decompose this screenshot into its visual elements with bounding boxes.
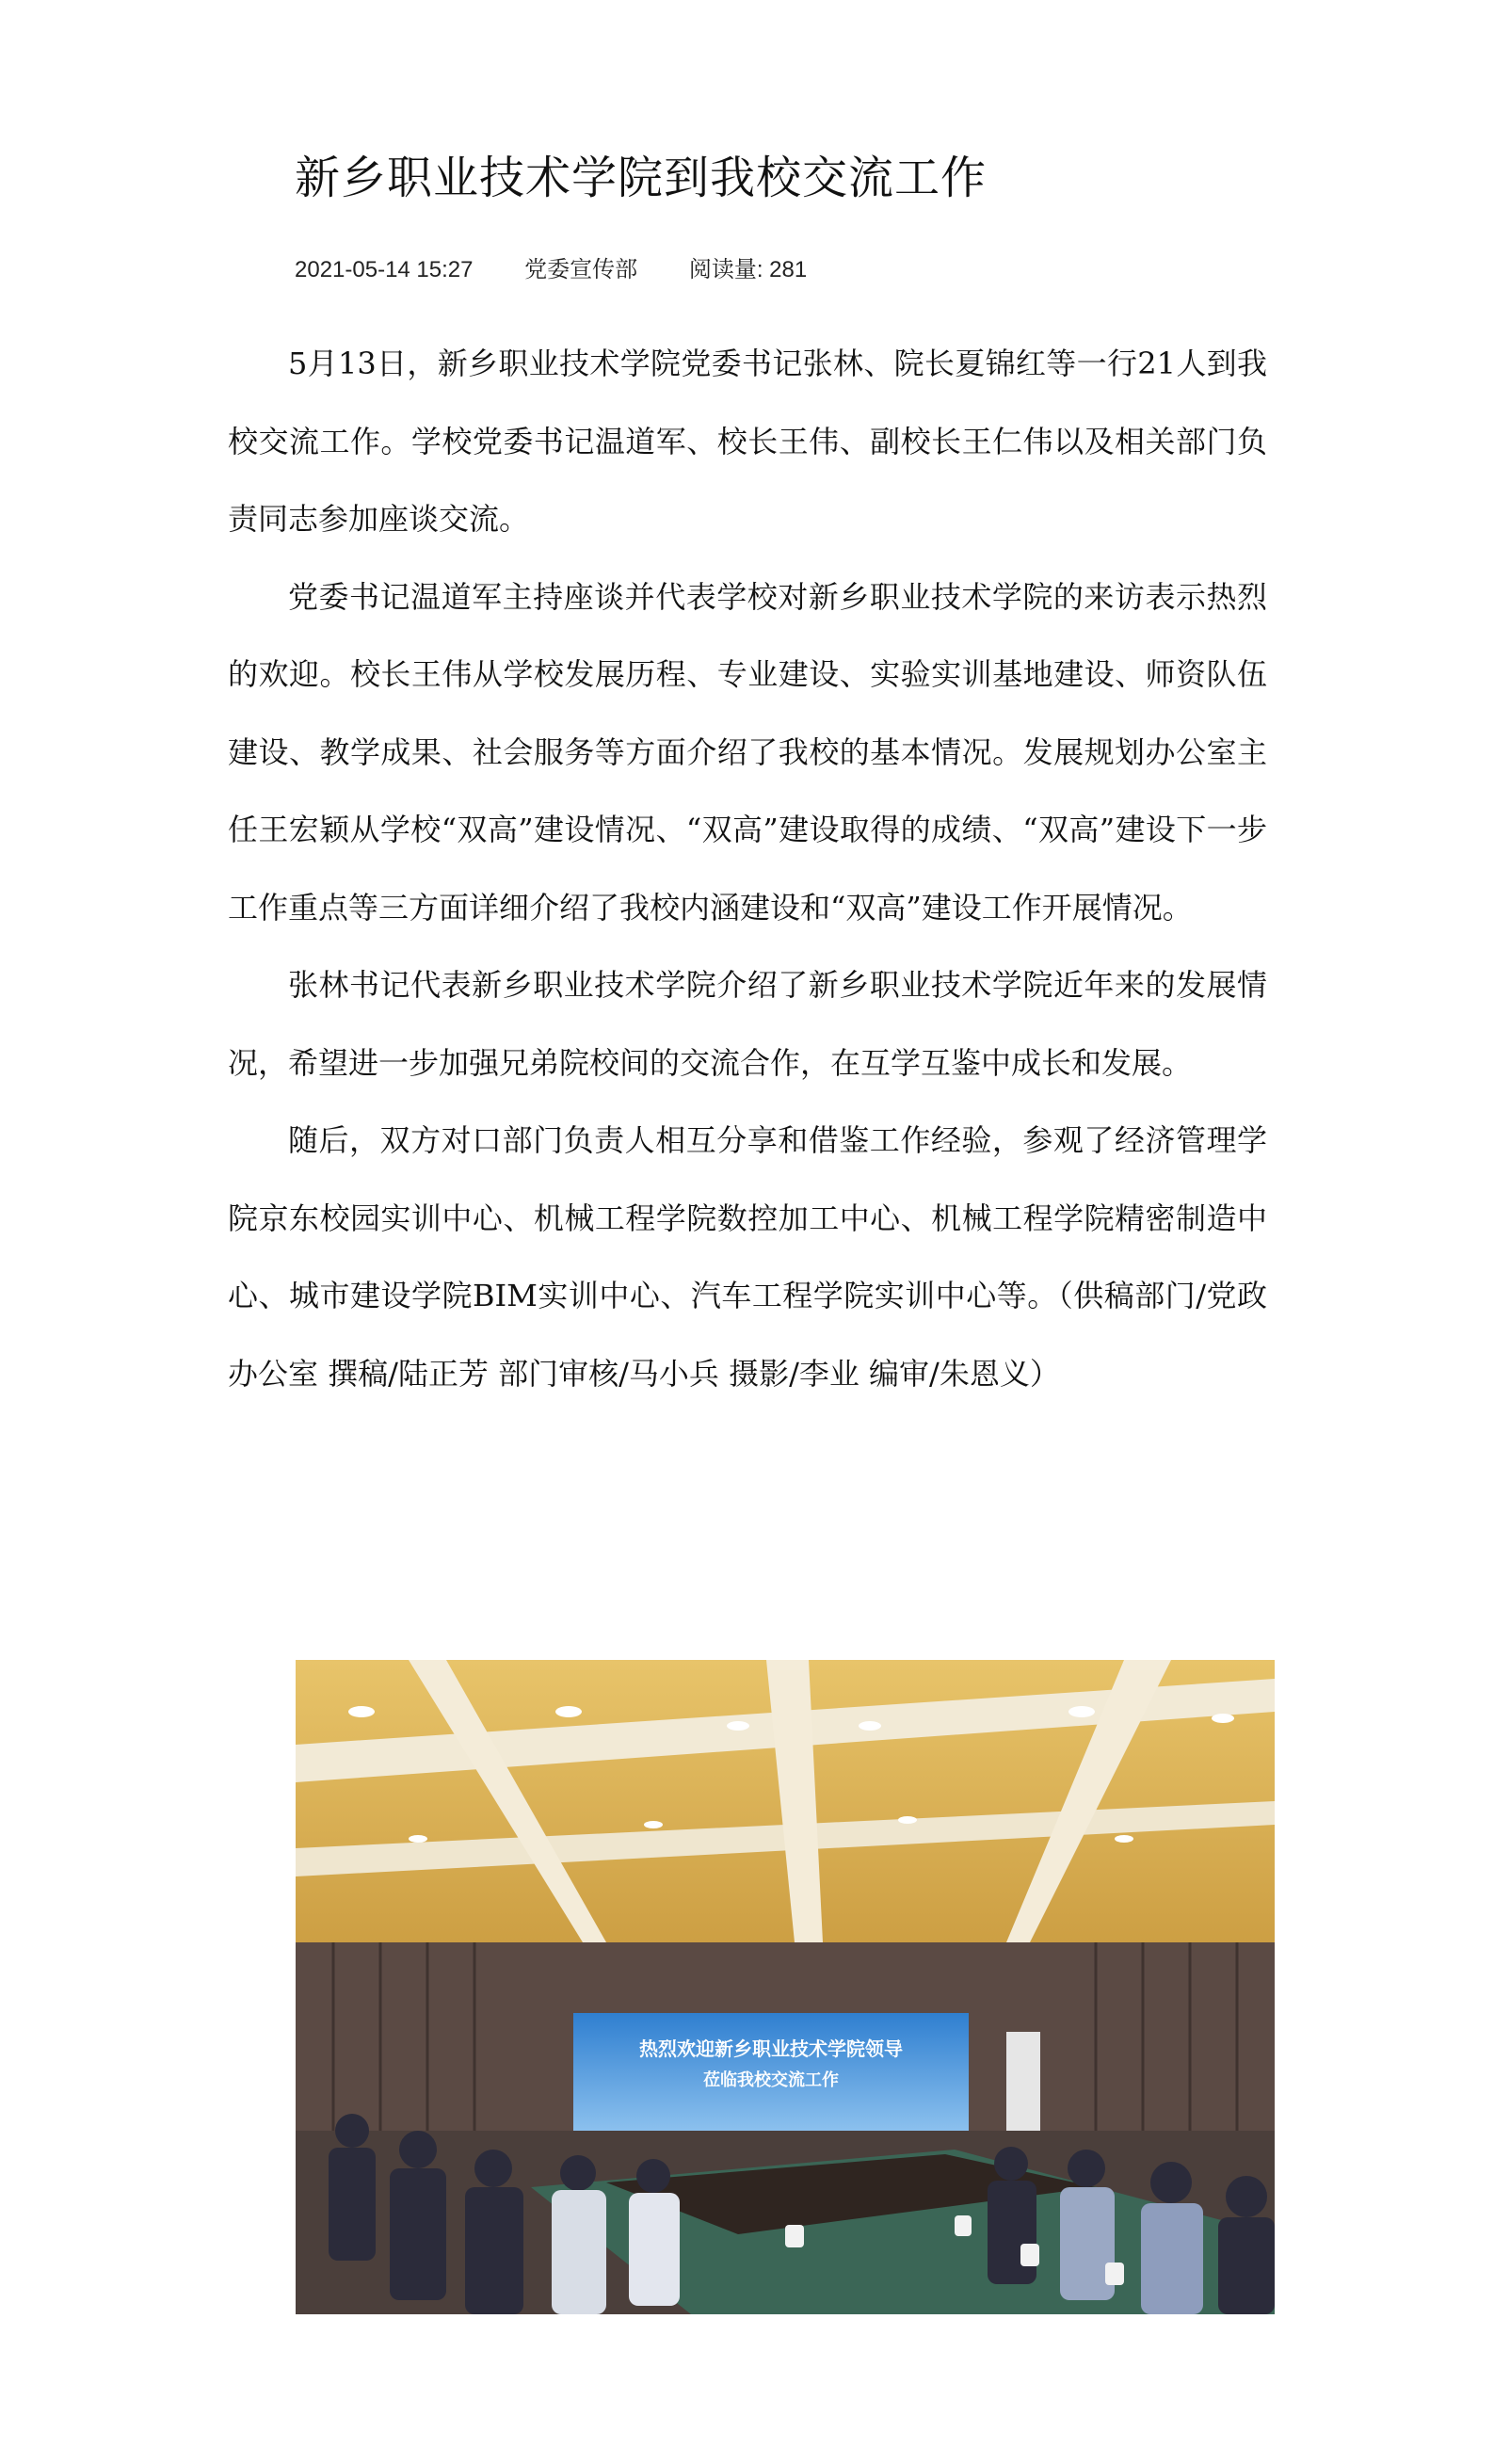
read-count: 阅读量: 281: [688, 257, 808, 282]
publishing-department: 党委宣传部: [524, 257, 638, 282]
publish-date: 2021-05-14 15:27: [295, 257, 474, 282]
meeting-photo-illustration: [296, 1660, 1275, 2314]
air-conditioner: [1006, 2032, 1040, 2145]
paragraph-4: 随后，双方对口部门负责人相互分享和借鉴工作经验，参观了经济管理学院京东校园实训中心、机械工程学院数控加工中心、机械工程学院精密制造中心、城市建设学院BIM实训中心、汽车工程学院实训中心等。（供稿部门/党政办公室 撰稿/陆正芳 部门审核/马小兵 摄影/李业 编审/朱恩义）: [228, 1122, 1267, 1392]
article-body: [228, 325, 1267, 1412]
article-meta: [295, 250, 807, 283]
screen-banner-line1: 热烈欢迎新乡职业技术学院领导: [639, 2037, 903, 2060]
paragraph-2: 党委书记温道军主持座谈并代表学校对新乡职业技术学院的来访表示热烈的欢迎。校长王伟从学校发展历程、专业建设、实验实训基地建设、师资队伍建设、教学成果、社会服务等方面介绍了我校的基本情况。发展规划办公室主任王宏颖从学校“双高”建设情况、“双高”建设取得的成绩、“双高”建设下一步工作重点等三方面详细介绍了我校内涵建设和“双高”建设工作开展情况。: [228, 578, 1267, 926]
screen-banner-line2: 莅临我校交流工作: [703, 2070, 839, 2090]
paragraph-3: 张林书记代表新乡职业技术学院介绍了新乡职业技术学院近年来的发展情况，希望进一步加强兄弟院校间的交流合作，在互学互鉴中成长和发展。: [228, 967, 1267, 1081]
meeting-photo: [296, 1660, 1275, 2314]
paragraph-1: 5月13日，新乡职业技术学院党委书记张林、院长夏锦红等一行21人到我校交流工作。学校党委书记温道军、校长王伟、副校长王仁伟以及相关部门负责同志参加座谈交流。: [228, 346, 1267, 537]
article-title: 新乡职业技术学院到我校交流工作: [295, 152, 988, 204]
